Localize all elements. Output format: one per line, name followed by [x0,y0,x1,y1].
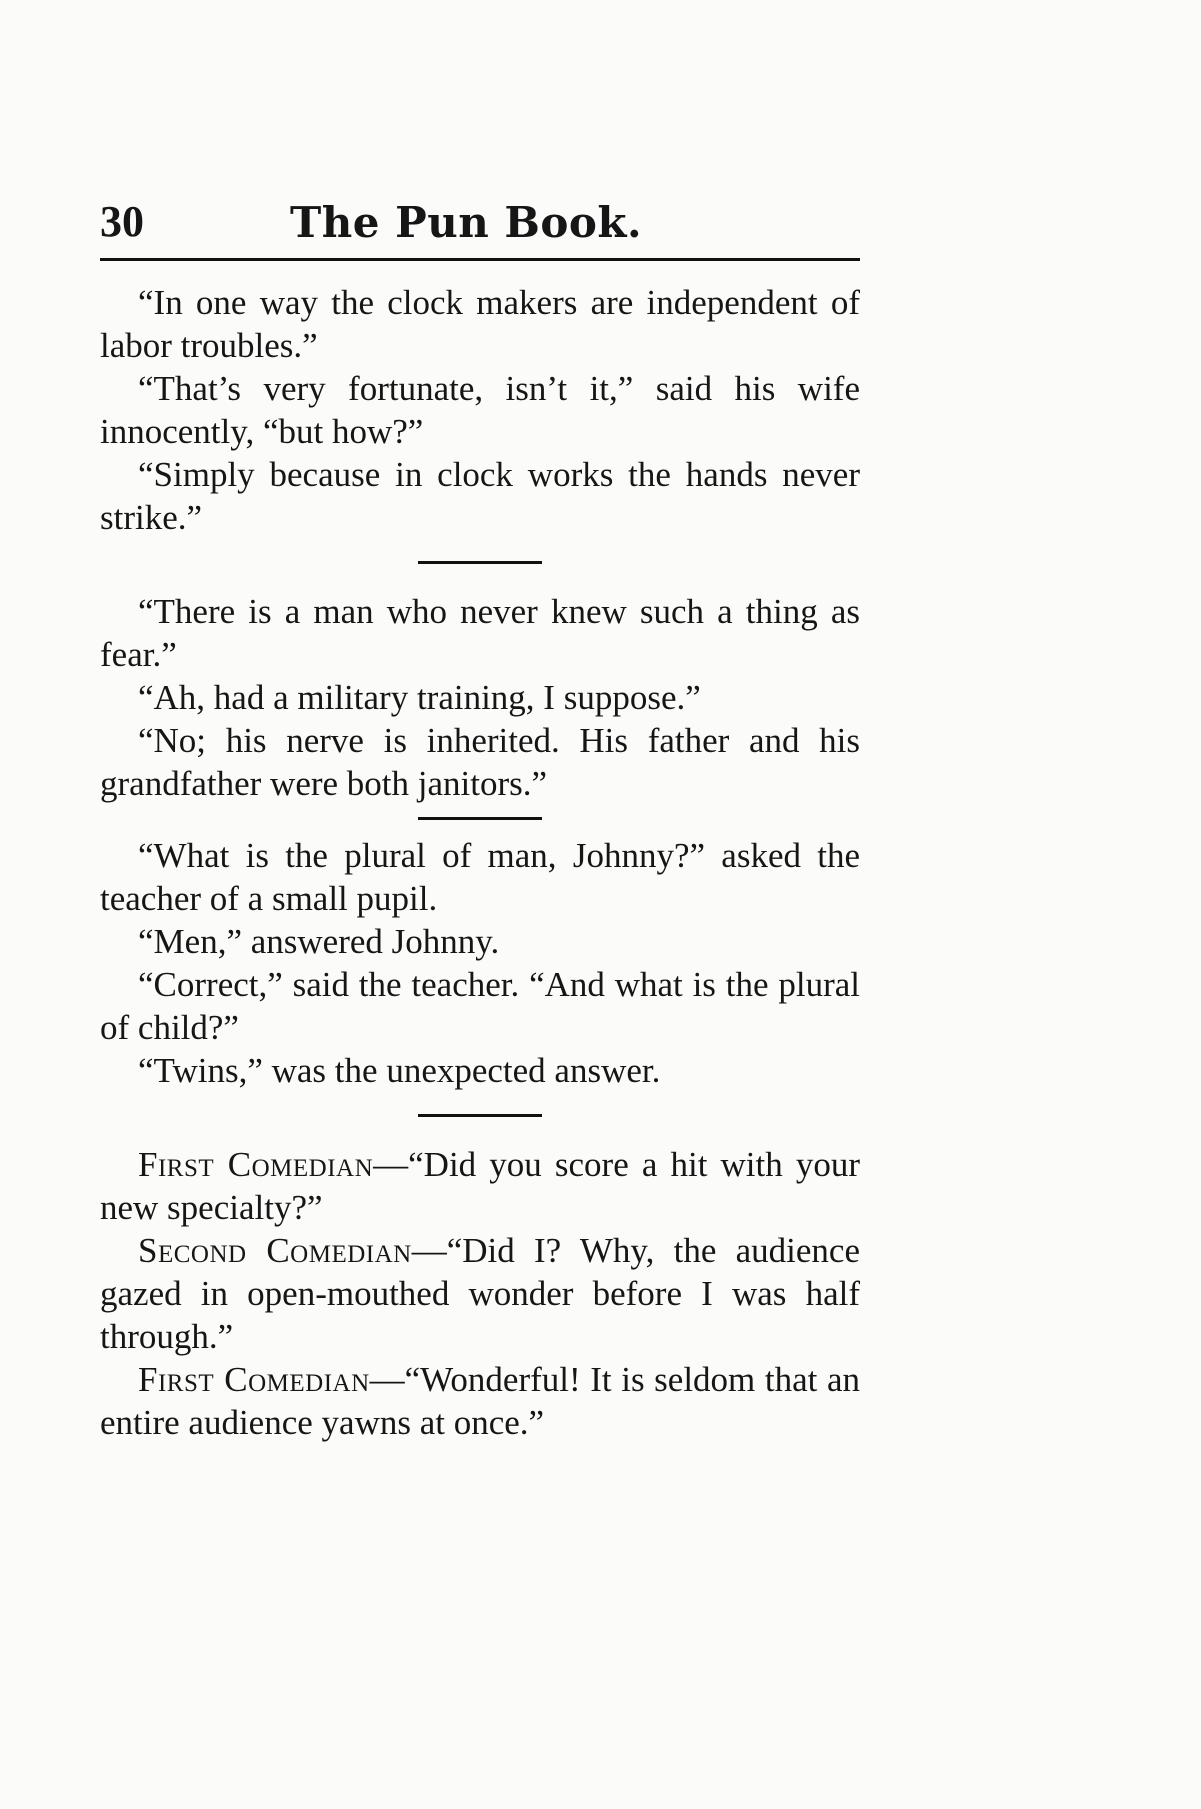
joke-paragraph: “That’s very fortunate, isn’t it,” said his wife innocently, “but how?” [100,369,860,451]
joke-block [100,1143,860,1444]
dialogue-line [100,1229,860,1358]
dialogue-line [100,1358,860,1444]
joke-paragraph: “Correct,” said the teacher. “And what is the plural of child?” [100,965,860,1047]
joke-paragraph: “Men,” answered Johnny. [138,922,500,961]
page-number: 30 [100,197,144,246]
running-title: The Pun Book. [290,198,643,247]
dialogue-text: —“Wonderful! It is seldom that an entire audience yawns at once.” [100,1360,860,1442]
joke-paragraph: “There is a man who never knew such a thing as fear.” [100,592,860,674]
joke-block [100,590,860,805]
joke-paragraph: “No; his nerve is inherited. His father and his grandfather were both janitors.” [100,721,860,803]
speaker-name: First Comedian [138,1145,374,1184]
joke-paragraph: “Twins,” was the unexpected answer. [138,1051,661,1090]
joke-paragraph: “Simply because in clock works the hands never strike.” [100,455,860,537]
book-page [100,197,860,1444]
page-header [100,197,860,261]
section-divider [418,817,542,820]
joke-paragraph: “What is the plural of man, Johnny?” asked the teacher of a small pupil. [100,836,860,918]
speaker-name: First Comedian [138,1360,370,1399]
section-divider [418,1114,542,1117]
speaker-name: Second Comedian [138,1231,412,1270]
dialogue-line [100,1143,860,1229]
joke-block [100,834,860,1092]
joke-block [100,281,860,539]
dialogue-text: —“Did you score a hit with your new specialty?” [100,1145,860,1227]
joke-paragraph: “Ah, had a military training, I suppose.” [138,678,701,717]
section-divider [418,561,542,564]
page-body [100,281,860,1444]
joke-paragraph: “In one way the clock makers are independent of labor troubles.” [100,283,860,365]
dialogue-text: —“Did I? Why, the audience gazed in open-mouthed wonder before I was half through.” [100,1231,860,1356]
